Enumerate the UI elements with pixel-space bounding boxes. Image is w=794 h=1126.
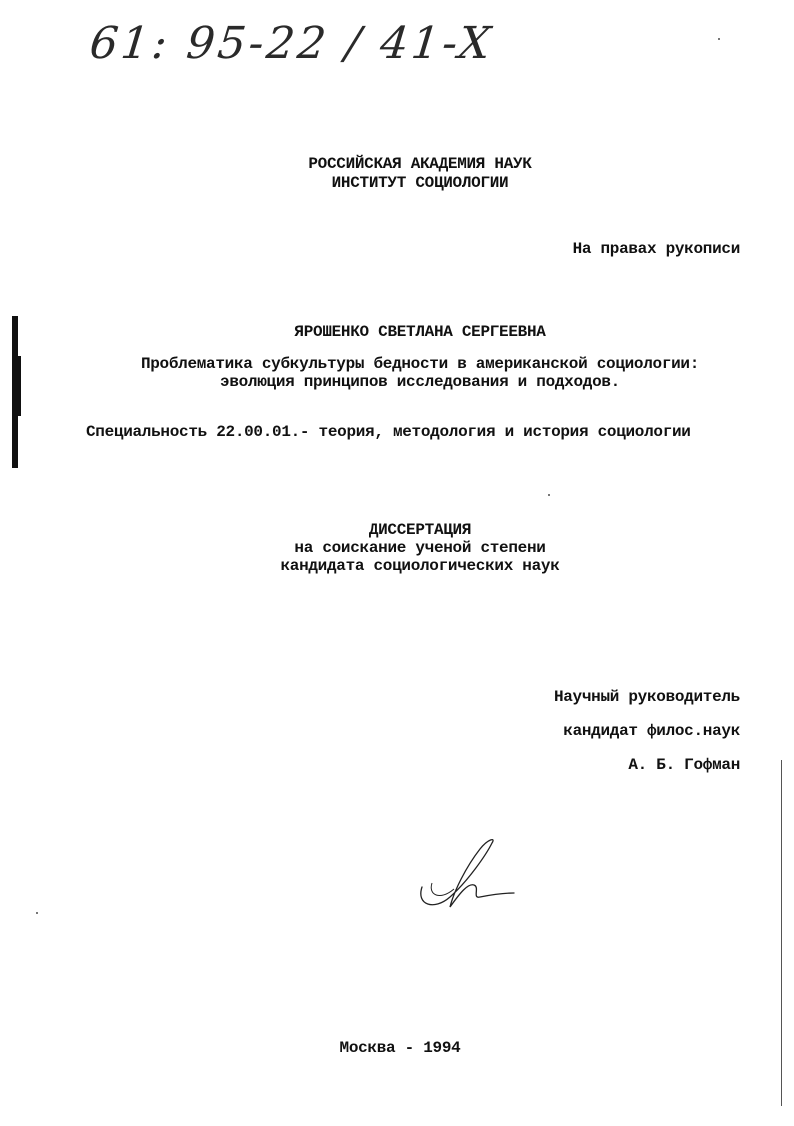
title-line-2: эволюция принципов исследования и подходов.: [220, 373, 620, 391]
supervisor-name: А. Б. Гофман: [628, 756, 740, 774]
rights-note: На правах рукописи: [572, 240, 740, 258]
dissertation-heading: ДИССЕРТАЦИЯ: [368, 521, 472, 539]
scan-page-edge: [781, 760, 782, 1106]
author-name: ЯРОШЕНКО СВЕТЛАНА СЕРГЕЕВНА: [294, 323, 546, 341]
handwritten-archive-code: 61: 95-22 / 41-X: [87, 18, 496, 69]
supervisor-role: Научный руководитель: [553, 688, 740, 706]
city-year: Москва - 1994: [339, 1039, 461, 1057]
supervisor-degree: кандидат филос.наук: [563, 722, 740, 740]
institute-name: ИНСТИТУТ СОЦИОЛОГИИ: [331, 174, 509, 192]
degree-field-line: кандидата социологических наук: [280, 557, 560, 575]
specialty-line: Специальность 22.00.01.- теория, методология и история социологии: [86, 423, 691, 441]
academy-name: РОССИЙСКАЯ АКАДЕМИЯ НАУК: [308, 155, 532, 173]
handwritten-signature: [410, 835, 520, 915]
degree-purpose-line: на соискание ученой степени: [294, 539, 546, 557]
scan-speck: [36, 912, 38, 914]
scan-speck: [548, 494, 550, 496]
scan-binding-edge: [12, 316, 18, 468]
scan-speck: [718, 38, 720, 40]
title-line-1: Проблематика субкультуры бедности в американской социологии:: [140, 355, 700, 373]
